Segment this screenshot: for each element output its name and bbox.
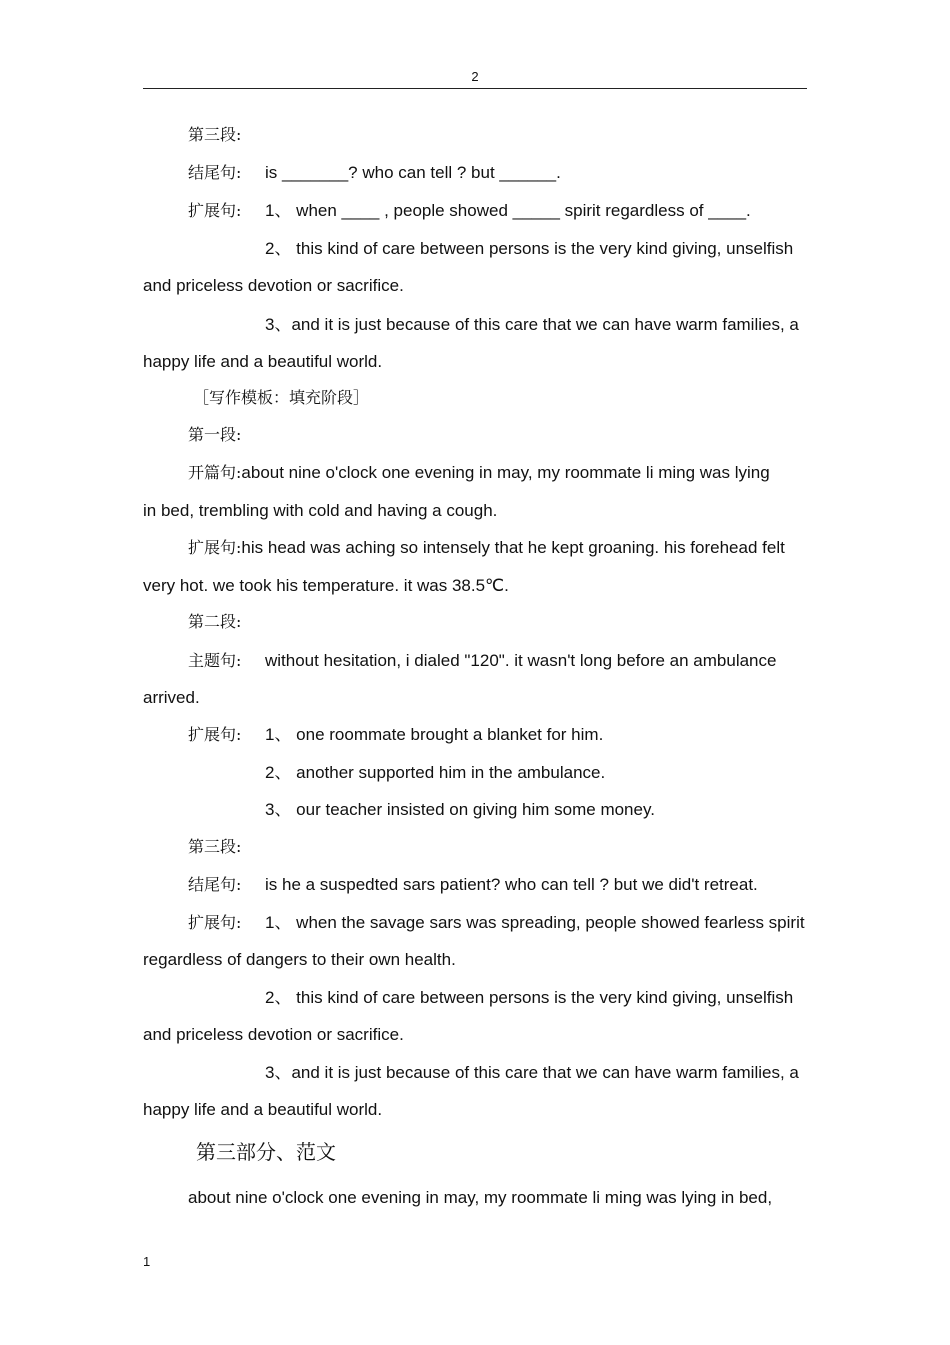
opening-label: 开篇句: (188, 463, 242, 482)
filled-closing-label: 结尾句: (188, 875, 242, 894)
para1-expansion-label: 扩展句: (188, 538, 242, 557)
para3-expansion-item3b: happy life and a beautiful world. (143, 1100, 383, 1119)
filled-closing-text: is he a suspedted sars patient? who can tell ? but we did't retreat. (265, 875, 758, 894)
fill-stage-heading: ［写作模板：填充阶段］ (193, 388, 370, 407)
para3-label: 第三段: (188, 125, 242, 144)
topic-text-b: arrived. (143, 688, 200, 707)
template-expansion-label-line (188, 200, 241, 222)
topic-label: 主题句: (188, 651, 242, 670)
para3-expansion-item2a: 2、 this kind of care between persons is the very kind giving, unselfish (265, 988, 794, 1007)
template-expansion-item2b: and priceless devotion or sacrifice. (143, 276, 404, 295)
topic-text-a: without hesitation, i dialed "120". it wasn't long before an ambulance (265, 651, 777, 670)
para2-expansion-item2: 2、 another supported him in the ambulance. (265, 763, 606, 782)
footer-page-number: 1 (143, 1254, 151, 1269)
opening-text-a: about nine o'clock one evening in may, my roommate li ming was lying (241, 463, 770, 482)
filled-opening-line (188, 462, 770, 484)
header-page-number: 2 (471, 69, 479, 84)
para3-expansion-item1a: 1、 when the savage sars was spreading, people showed fearless spirit (265, 913, 805, 932)
header-divider (143, 88, 807, 89)
closing-label: 结尾句: (188, 163, 242, 182)
filled-topic-label-line (188, 650, 241, 672)
para3-expansion-item1b: regardless of dangers to their own health. (143, 950, 456, 969)
filled-para3-expansion-label-line (188, 912, 241, 934)
template-expansion-item3b: happy life and a beautiful world. (143, 352, 383, 371)
filled-para1-label: 第一段: (188, 425, 242, 444)
template-closing-text: is _______? who can tell ? but ______. (265, 163, 561, 182)
para3-expansion-item2b: and priceless devotion or sacrifice. (143, 1025, 404, 1044)
part3-heading: 第三部分、范文 (196, 1140, 336, 1164)
expansion-label: 扩展句: (188, 201, 242, 220)
para2-expansion-label: 扩展句: (188, 725, 242, 744)
essay-first-line: about nine o'clock one evening in may, my roommate li ming was lying in bed, (188, 1188, 773, 1207)
para2-expansion-item3: 3、 our teacher insisted on giving him some money. (265, 800, 655, 819)
para1-expansion-text-a: his head was aching so intensely that he kept groaning. his forehead felt (241, 538, 785, 557)
para2-expansion-item1: 1、 one roommate brought a blanket for him. (265, 725, 604, 744)
para3-expansion-item3a: 3、and it is just because of this care that we can have warm families, a (265, 1063, 799, 1082)
opening-text-b: in bed, trembling with cold and having a cough. (143, 501, 498, 520)
para3-expansion-label: 扩展句: (188, 913, 242, 932)
para1-expansion-text-b: very hot. we took his temperature. it was 38.5℃. (143, 576, 509, 595)
template-closing-line (188, 162, 241, 184)
template-expansion-item1: 1、 when ____ , people showed _____ spirit regardless of ____. (265, 201, 751, 220)
filled-closing-label-line (188, 874, 241, 896)
filled-para2-label: 第二段: (188, 612, 242, 631)
filled-para3-label: 第三段: (188, 837, 242, 856)
filled-para2-expansion-label-line (188, 724, 241, 746)
template-expansion-item3a: 3、and it is just because of this care that we can have warm families, a (265, 315, 799, 334)
template-expansion-item2a: 2、 this kind of care between persons is the very kind giving, unselfish (265, 239, 794, 258)
filled-para1-expansion-line (188, 537, 785, 559)
